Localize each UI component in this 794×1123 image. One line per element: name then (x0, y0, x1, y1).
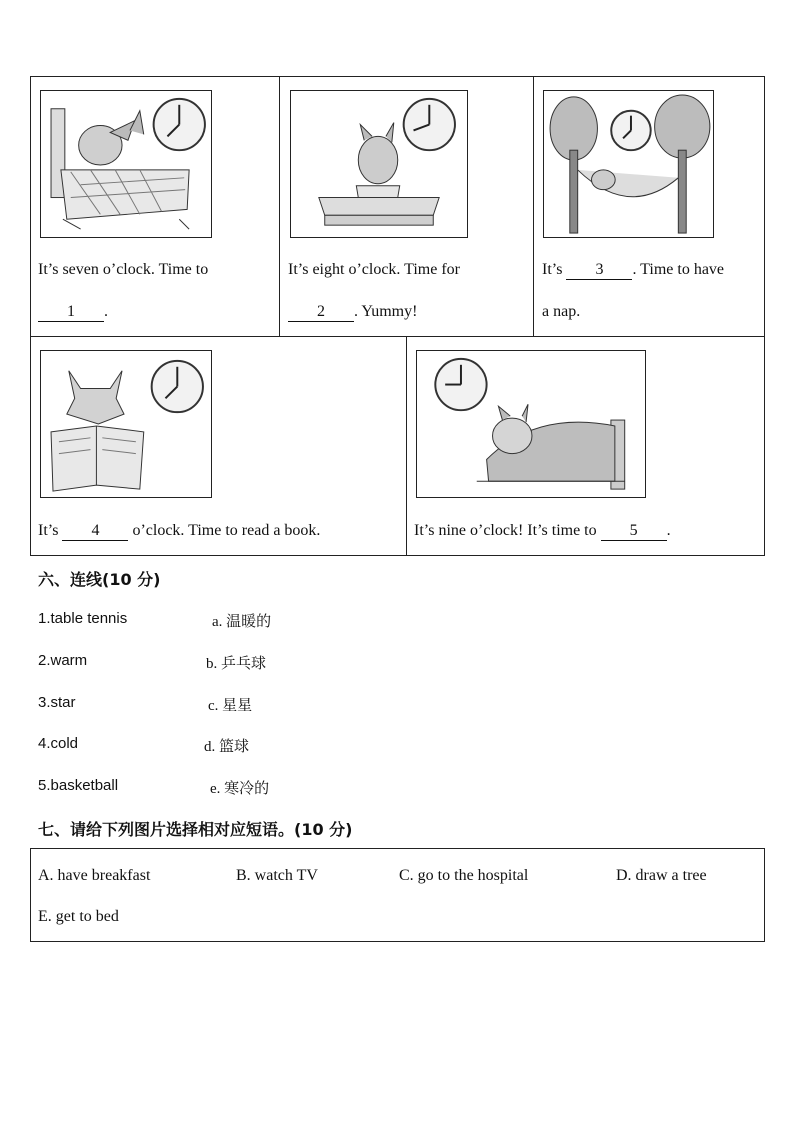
picture-wolf-sleeping (416, 350, 646, 498)
match-left-3: 3.star (38, 694, 76, 711)
row-divider (30, 336, 765, 337)
story-cell-2-line2: 2 . Yummy! (288, 302, 417, 322)
option-d: D. draw a tree (616, 867, 707, 884)
story-cell-4: It’s 4 o’clock. Time to read a book. (38, 522, 321, 539)
blank-5[interactable]: 5 (601, 522, 667, 541)
match-right-e: e. 寒冷的 (210, 779, 270, 797)
match-right-b: b. 乒乓球 (206, 654, 267, 672)
picture-wolf-breakfast (290, 90, 468, 238)
match-left-4: 4.cold (38, 735, 79, 752)
story-cell-2-line1: It’s eight o’clock. Time for (288, 261, 460, 278)
section-6-title: 六、连线(10 分) (38, 570, 161, 589)
picture-wolf-reading (40, 350, 212, 498)
match-left-2: 2.warm (38, 652, 88, 669)
blank-2[interactable]: 2 (288, 303, 354, 322)
match-left-1: 1.table tennis (38, 610, 128, 627)
match-right-a: a. 温暖的 (212, 612, 272, 630)
story-cell-3-line2: a nap. (542, 303, 581, 320)
match-right-d: d. 篮球 (204, 737, 250, 755)
story-cell-5: It’s nine o’clock! It’s time to 5 . (414, 522, 671, 539)
story-cell-1-line2: 1 . (38, 302, 108, 322)
col-divider-3 (406, 336, 407, 556)
picture-wolf-hammock (543, 90, 714, 238)
option-b: B. watch TV (236, 867, 318, 884)
option-a: A. have breakfast (38, 867, 151, 884)
blank-4[interactable]: 4 (62, 522, 128, 541)
blank-3[interactable]: 3 (566, 261, 632, 280)
picture-wolf-waking-up (40, 90, 212, 238)
blank-1[interactable]: 1 (38, 303, 104, 322)
option-e: E. get to bed (38, 908, 119, 925)
story-cell-3-line1: It’s 3 . Time to have (542, 261, 725, 278)
col-divider-1 (279, 76, 280, 336)
match-left-5: 5.basketball (38, 777, 119, 794)
option-c: C. go to the hospital (399, 867, 529, 884)
col-divider-2 (533, 76, 534, 336)
match-right-c: c. 星星 (208, 696, 253, 714)
story-cell-1-line1: It’s seven o’clock. Time to (38, 261, 209, 278)
options-box (30, 848, 765, 942)
section-7-title: 七、请给下列图片选择相对应短语。(10 分) (38, 820, 353, 839)
